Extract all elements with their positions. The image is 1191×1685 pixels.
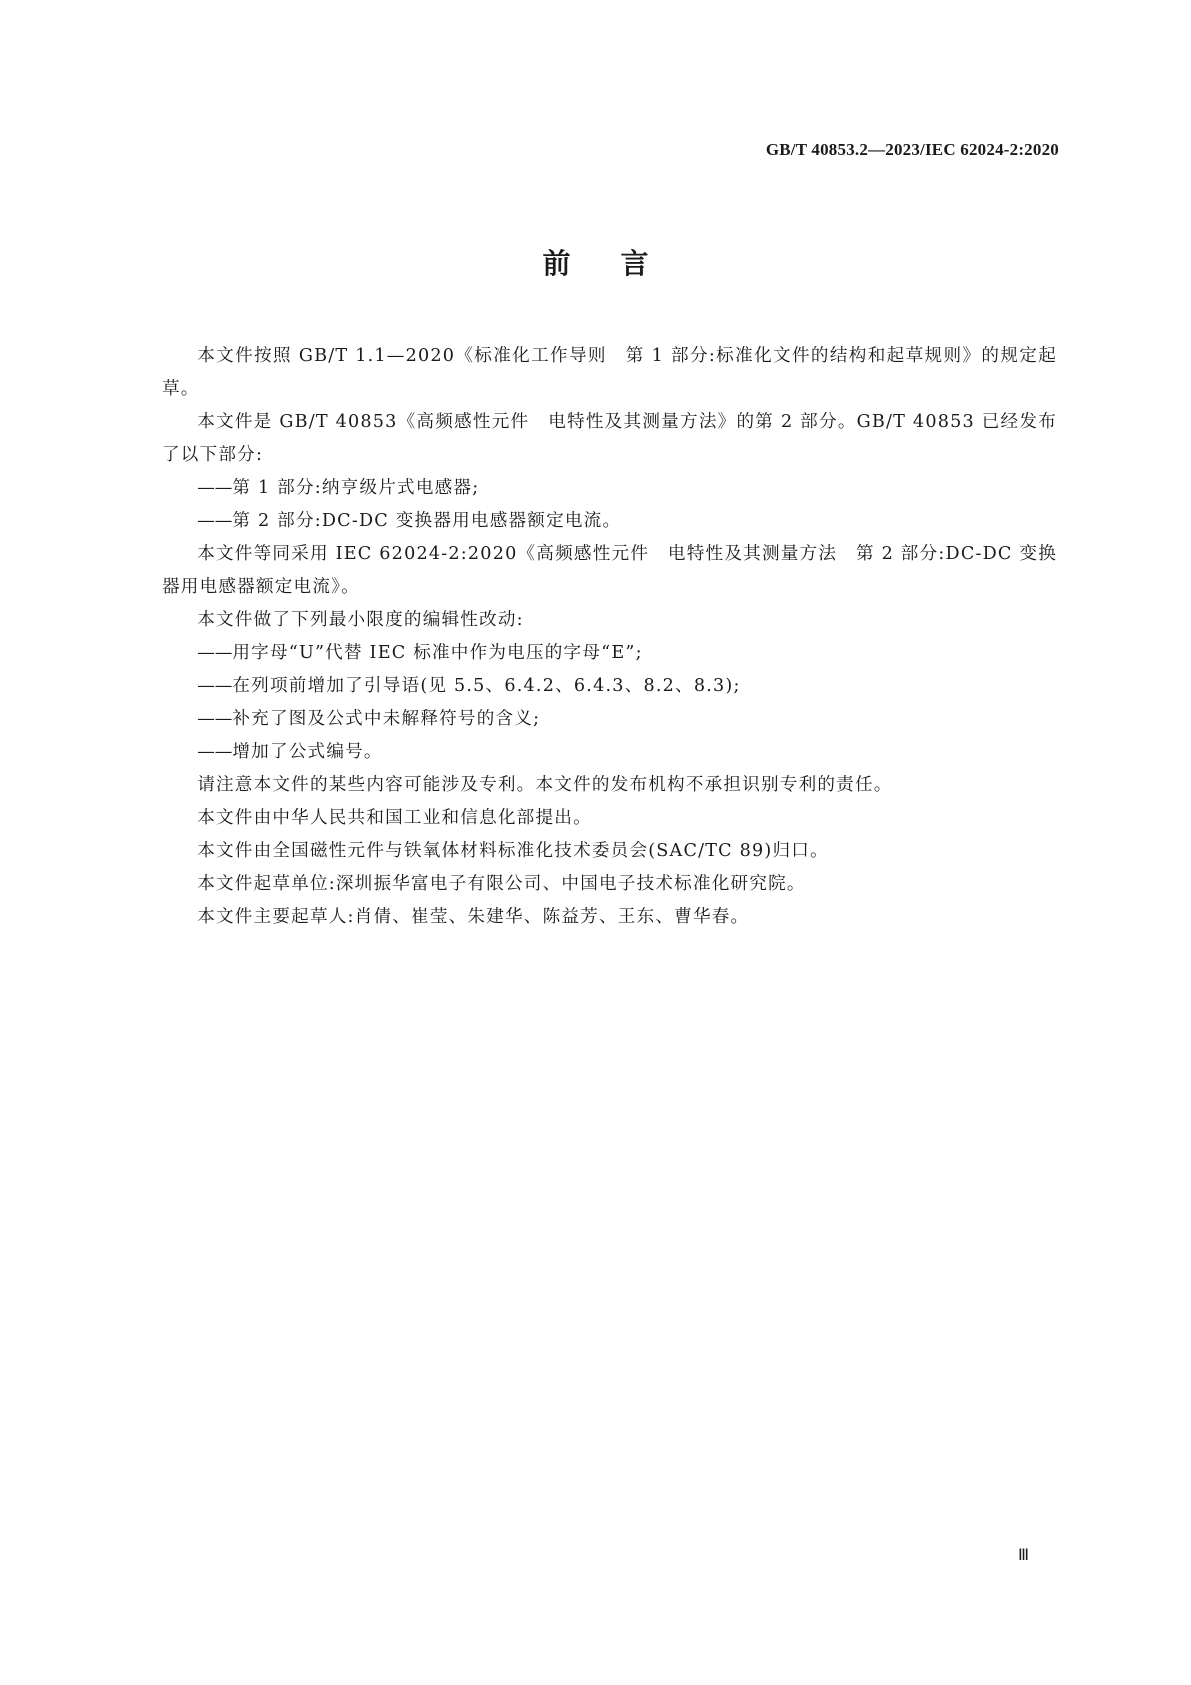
list-dash: —— <box>197 676 233 696</box>
page-number: Ⅲ <box>1018 1547 1030 1564</box>
list-dash: —— <box>197 709 233 729</box>
paragraph-proposer: 本文件由中华人民共和国工业和信息化部提出。 <box>197 808 592 828</box>
list-item: ——第 1 部分:纳亨级片式电感器; <box>197 478 480 498</box>
paragraph-edits-intro: 本文件做了下列最小限度的编辑性改动: <box>197 610 524 630</box>
list-item: ——在列项前增加了引导语(见 5.5、6.4.2、6.4.3、8.2、8.3); <box>197 676 741 696</box>
list-item: ——增加了公式编号。 <box>197 742 383 762</box>
list-dash: —— <box>197 643 233 663</box>
list-item: ——补充了图及公式中未解释符号的含义; <box>197 709 541 729</box>
standard-code: GB/T 40853.2—2023/IEC 62024-2:2020 <box>765 140 1059 159</box>
list-dash: —— <box>197 478 233 498</box>
paragraph-drafting-units: 本文件起草单位:深圳振华富电子有限公司、中国电子技术标准化研究院。 <box>197 874 806 894</box>
list-item: ——用字母“U”代替 IEC 标准中作为电压的字母“E”; <box>197 643 643 663</box>
paragraph-committee: 本文件由全国磁性元件与铁氧体材料标准化技术委员会(SAC/TC 89)归口。 <box>197 841 829 861</box>
list-dash: —— <box>197 511 233 531</box>
paragraph-patent-notice: 请注意本文件的某些内容可能涉及专利。本文件的发布机构不承担识别专利的责任。 <box>197 775 893 795</box>
paragraph-series-intro: 本文件是 GB/T 40853《高频感性元件 电特性及其测量方法》的第 2 部分。GB/T 40853 已经发布了以下部分: <box>162 412 1057 465</box>
page-title: 前言 <box>542 247 699 280</box>
list-dash: —— <box>197 742 233 762</box>
paragraph-drafting-rule: 本文件按照 GB/T 1.1—2020《标准化工作导则 第 1 部分:标准化文件的结构和起草规则》的规定起草。 <box>162 346 1057 399</box>
foreword-body <box>162 340 1057 934</box>
list-item: ——第 2 部分:DC-DC 变换器用电感器额定电流。 <box>197 511 622 531</box>
paragraph-adoption: 本文件等同采用 IEC 62024-2:2020《高频感性元件 电特性及其测量方法 第 2 部分:DC-DC 变换器用电感器额定电流》。 <box>162 544 1057 597</box>
paragraph-drafters: 本文件主要起草人:肖倩、崔莹、朱建华、陈益芳、王东、曹华春。 <box>197 907 750 927</box>
